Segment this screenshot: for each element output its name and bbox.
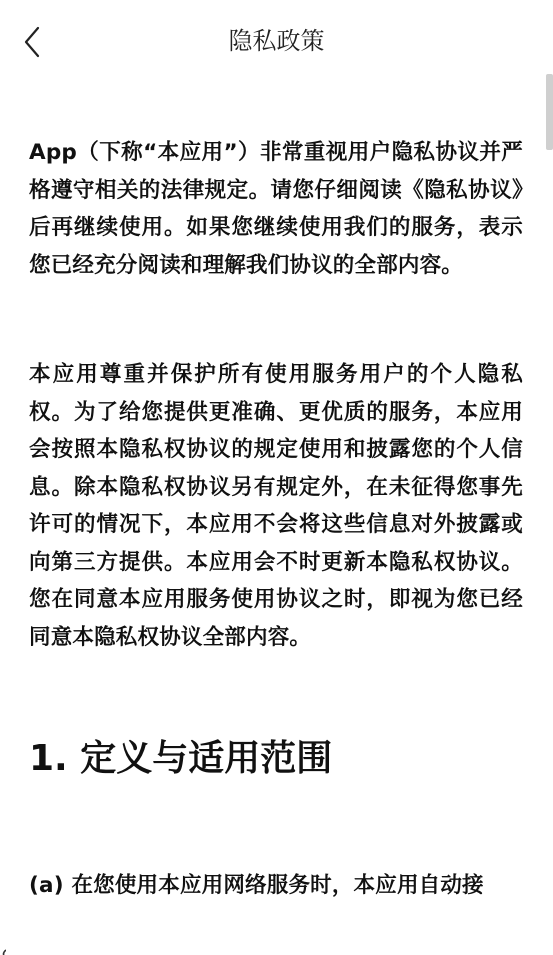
intro-paragraph: App（下称“本应用”）非常重视用户隐私协议并严格遵守相关的法律规定。请您仔细阅读《隐私协议》后再继续使用。如果您继续使用我们的服务，表示您已经充分阅读和理解我们协议的全部内容。 <box>29 140 523 278</box>
scrollbar-thumb[interactable] <box>546 74 553 150</box>
edge-fragment <box>0 944 6 955</box>
privacy-paragraph: 本应用尊重并保护所有使用服务用户的个人隐私权。为了给您提供更准确、更优质的服务，本应用会按照本隐私权协议的规定使用和披露您的个人信息。除本隐私权协议另有规定外，在未征得您事先许可的情况下，本应用不会将这些信息对外披露或向第三方提供。本应用会不时更新本隐私权协议。您在同意本应用服务使用协议之时，即视为您已经同意本隐私权协议全部内容。 <box>29 362 523 650</box>
section-heading: 1. 定义与适用范围 <box>29 738 333 779</box>
policy-content <box>29 134 523 905</box>
top-bar <box>0 0 553 82</box>
partial-paragraph: (a) 在您使用本应用网络服务时，本应用自动接 <box>29 873 484 898</box>
page-title: 隐私政策 <box>228 27 325 55</box>
scrollbar[interactable] <box>546 74 553 955</box>
